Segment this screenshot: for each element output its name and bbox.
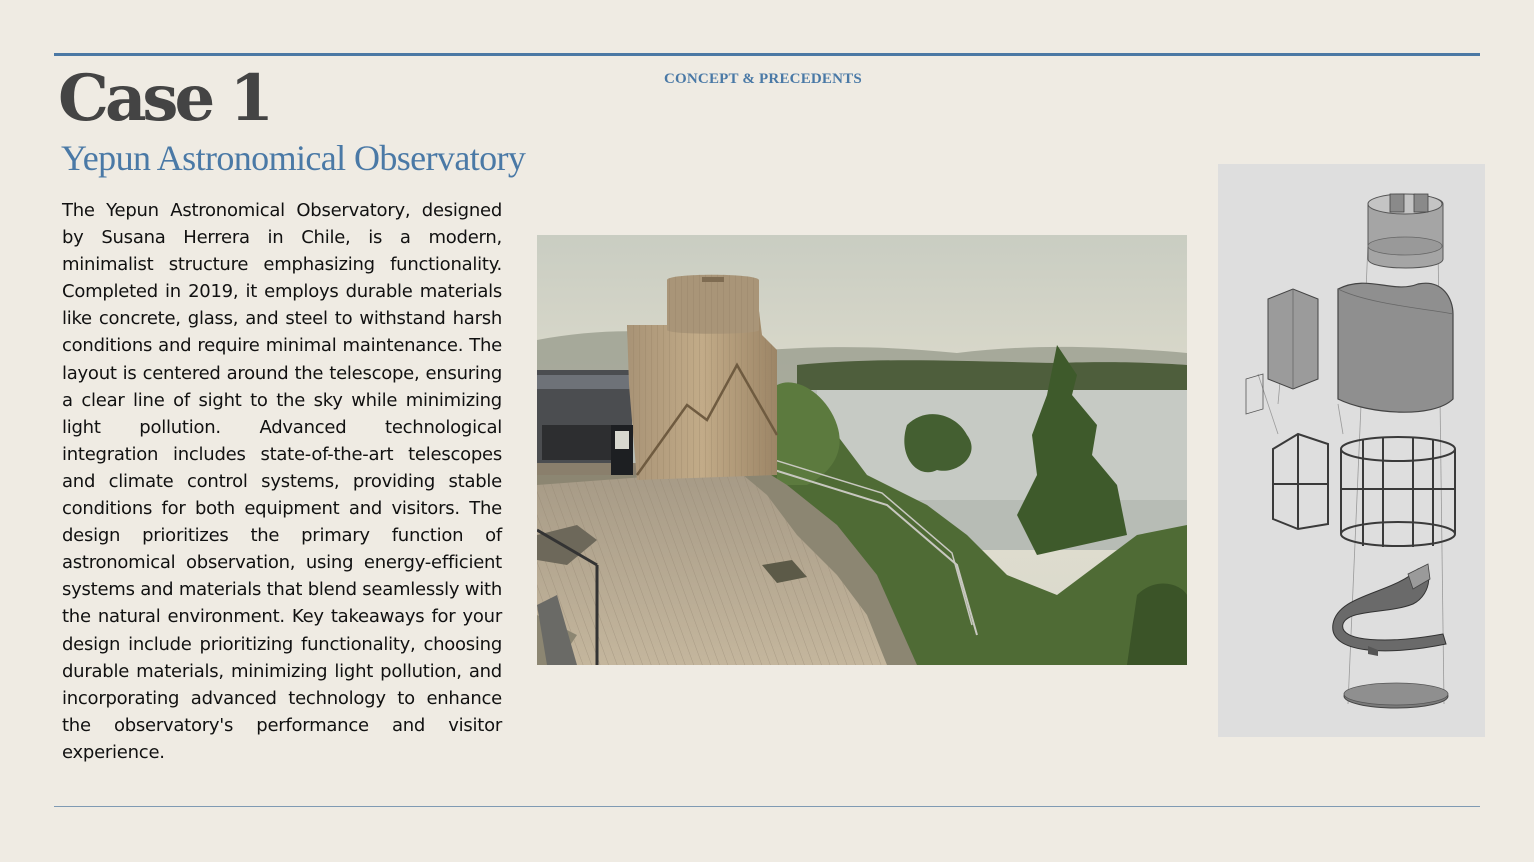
top-rule [54, 53, 1480, 56]
description-paragraph: The Yepun Astronomical Observatory, designed by Susana Herrera in Chile, is a modern, minimalist structure emphasizing functionality. Completed in 2019, it employs durable materials like concrete, glass, and steel to withstand harsh conditions and require minimal maintenance. The layout is centered around the telescope, ensuring a clear line of sight to the sky while minimizing light pollution. Advanced technological integration includes state-of-the-art telescopes and climate control systems, providing stable conditions for both equipment and visitors. The design prioritizes the primary function of astronomical observation, using energy-efficient systems and materials that blend seamlessly with the natural environment. Key takeaways for your design include prioritizing functionality, choosing durable materials, minimizing light pollution, and incorporating advanced technology to enhance the observatory's performance and visitor experience. [62, 200, 502, 763]
bottom-rule [54, 806, 1480, 807]
observatory-photo [537, 235, 1187, 665]
project-subtitle: Yepun Astronomical Observatory [61, 138, 526, 178]
case-title: Case 1 [58, 61, 270, 136]
exploded-axonometric-diagram [1218, 164, 1485, 737]
section-label: CONCEPT & PRECEDENTS [664, 71, 862, 87]
